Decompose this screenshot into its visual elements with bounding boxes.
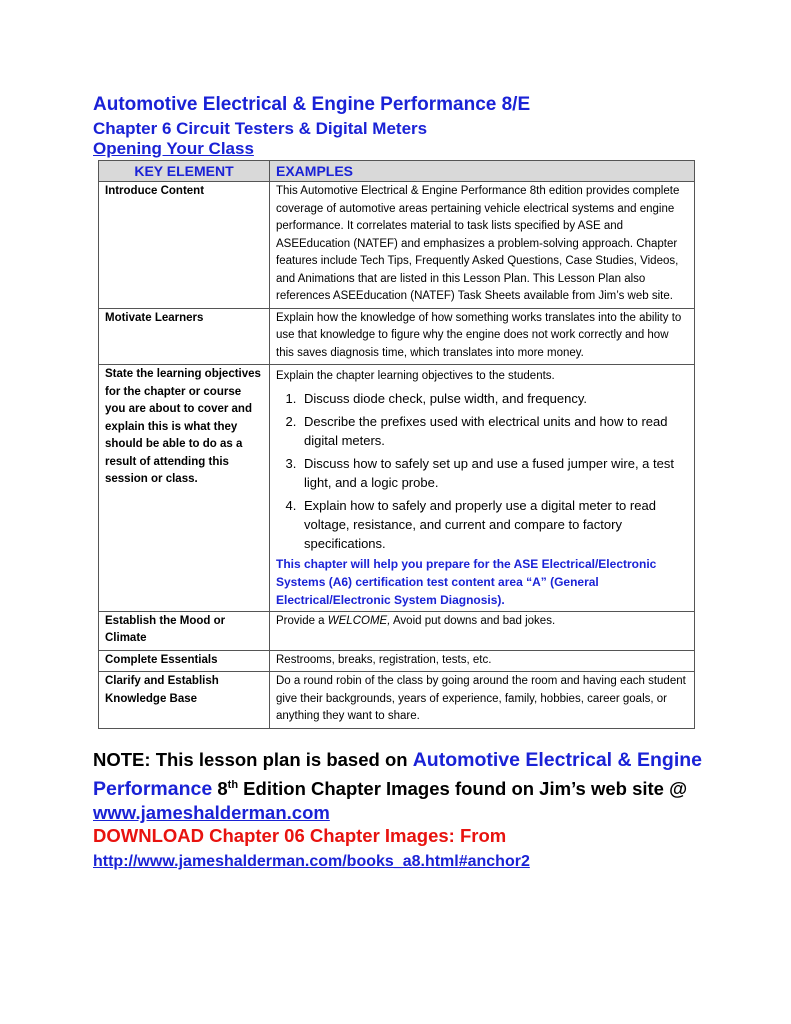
learning-objectives-list (276, 389, 688, 553)
objectives-intro: Explain the chapter learning objectives to the students. (276, 370, 555, 382)
example-cell: Do a round robin of the class by going around the room and having each student give their backgrounds, years of experience, family, hobbies, career goals, or anything they want to share. (270, 672, 695, 729)
chapter-title: Chapter 6 Circuit Testers & Digital Meters (93, 119, 428, 138)
book-title: Automotive Electrical & Engine Performance (93, 749, 703, 800)
list-item: 4. Explain how to safely and properly use a digital meter to read voltage, resistance, and current and compare to factory specifications. (300, 496, 688, 553)
note-suffix: Edition Chapter Images found on Jim’s web site @ (238, 777, 688, 799)
document-title: Automotive Electrical & Engine Performance 8/E (93, 94, 531, 115)
example-text-suffix: Avoid put downs and bad jokes. (390, 614, 556, 627)
table-row (99, 365, 695, 612)
example-text-prefix: Provide a (276, 614, 328, 627)
key-element-cell: Complete Essentials (99, 650, 270, 672)
note-edition: 8 (212, 777, 228, 799)
example-text-emphasis: WELCOME, (327, 614, 391, 627)
example-cell: This Automotive Electrical & Engine Performance 8th edition provides complete coverage of automotive areas pertaining vehicle electrical systems and engine performance. It correlates material to task lists specified by ASE and ASEEducation (NATEF) and emphasizes a problem-solving approach. Chapter features include Tech Tips, Frequently Asked Questions, Case Studies, Videos, and Animations that are listed in this Lesson Plan. This Lesson Plan also references ASEEducation (NATEF) Task Sheets available from Jim’s web site. (270, 182, 695, 309)
lesson-table (98, 160, 695, 729)
table-row (99, 611, 695, 650)
key-element-cell: Clarify and Establish Knowledge Base (99, 672, 270, 729)
download-url-link[interactable]: http://www.jameshalderman.com/books_a8.html#anchor2 (93, 853, 530, 870)
table-row (99, 308, 695, 365)
website-link[interactable]: www.jameshalderman.com (93, 802, 330, 824)
ase-certification-note: This chapter will help you prepare for the ASE Electrical/Electronic Systems (A6) certification test content area “A” (General Electrical/Electronic System Diagnosis). (276, 556, 657, 607)
table-row (99, 672, 695, 729)
download-heading: DOWNLOAD Chapter 06 Chapter Images: From (93, 825, 507, 846)
key-element-cell: State the learning objectives for the chapter or course you are about to cover and explain this is what they should be able to do as a result of attending this session or class. (99, 365, 270, 612)
list-item: 1. Discuss diode check, pulse width, and frequency. (300, 389, 688, 408)
note-prefix: NOTE: This lesson plan is based on (93, 749, 413, 770)
list-item: 3. Discuss how to safely set up and use a fused jumper wire, a test light, and a logic probe. (300, 454, 688, 492)
example-cell: Restrooms, breaks, registration, tests, etc. (270, 650, 695, 672)
note-edition-suffix: th (227, 778, 239, 791)
lesson-plan-note (93, 748, 733, 826)
example-cell (270, 611, 695, 650)
column-header-examples: EXAMPLES (270, 161, 695, 182)
table-row (99, 182, 695, 309)
key-element-cell: Introduce Content (99, 182, 270, 309)
example-cell (270, 365, 695, 612)
key-element-cell: Motivate Learners (99, 308, 270, 365)
key-element-cell: Establish the Mood or Climate (99, 611, 270, 650)
example-cell: Explain how the knowledge of how something works translates into the ability to use that knowledge to figure why the engine does not work correctly and how this saves diagnosis time, which translates into more money. (270, 308, 695, 365)
list-item: 2. Describe the prefixes used with electrical units and how to read digital meters. (300, 412, 688, 450)
column-header-key-element: KEY ELEMENT (99, 161, 270, 182)
table-row (99, 650, 695, 672)
section-heading: Opening Your Class (93, 139, 254, 158)
table-header-row (99, 161, 695, 182)
